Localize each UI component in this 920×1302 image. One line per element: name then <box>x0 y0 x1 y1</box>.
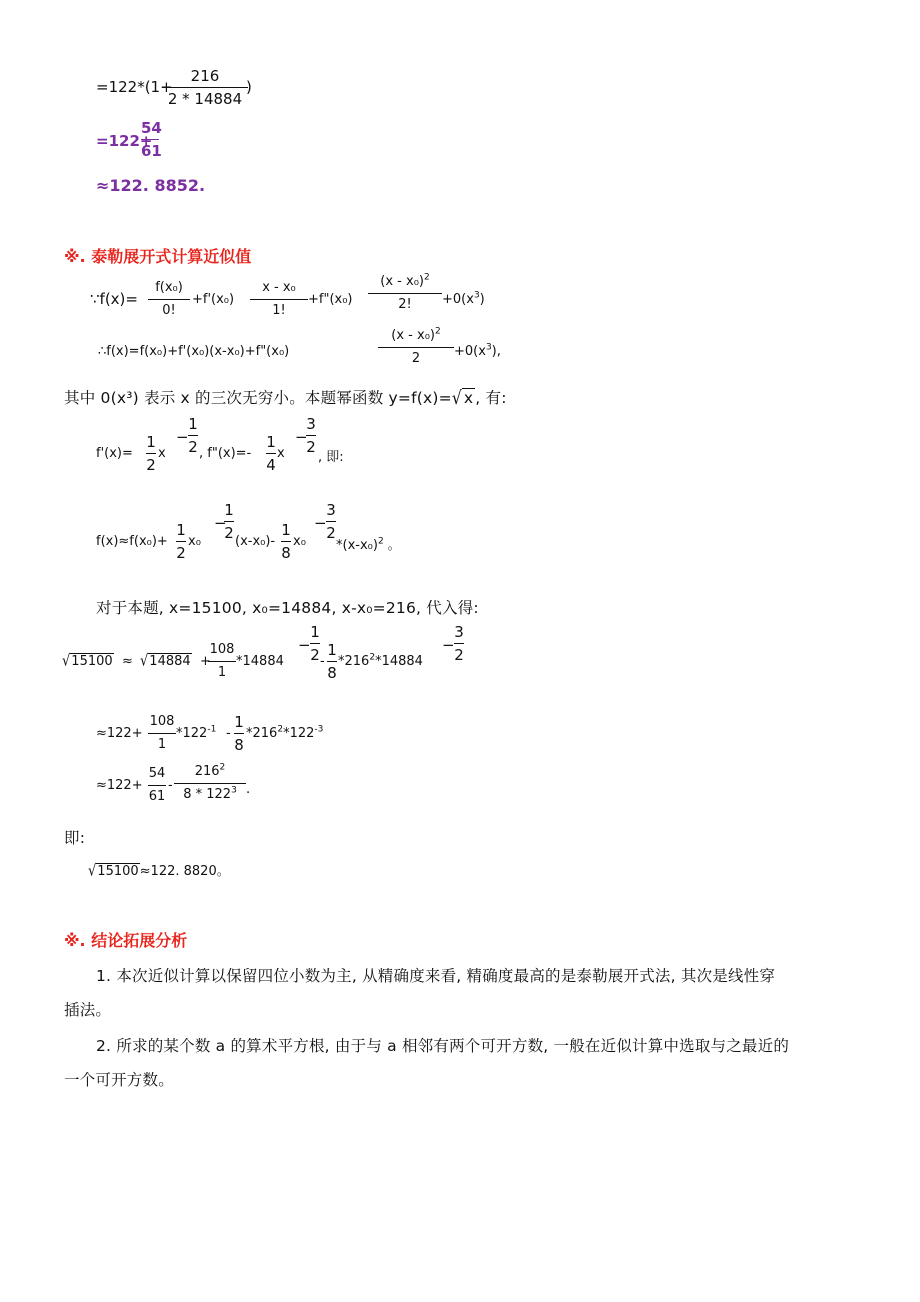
sqrt-icon: √ <box>88 862 97 881</box>
sub2-b-den: 8 <box>234 736 244 754</box>
deriv-a-base: x <box>158 446 166 461</box>
sub1-b-frac <box>327 640 337 683</box>
approx-b-exp-num: 3 <box>326 501 336 519</box>
sqrt-icon: √ <box>451 387 462 409</box>
approx-a-exp <box>224 500 234 543</box>
ji-label: 即: <box>64 829 86 847</box>
taylor-given: 对于本题, x=15100, x₀=14884, x-x₀=216, 代入得: <box>96 599 479 617</box>
sub1-b-exp-den: 2 <box>454 646 464 664</box>
sub2-a-sup: -1 <box>207 724 217 735</box>
sub2-a-num: 108 <box>149 714 175 729</box>
deriv-a-frac <box>146 432 156 475</box>
eq2-remainder: +0(x <box>454 344 486 359</box>
approx-b-exp <box>326 500 336 543</box>
sub2-prefix: ≈122+ <box>96 726 143 741</box>
eq2-remainder-end: ), <box>491 344 501 359</box>
sub2-b-num: 1 <box>234 713 244 731</box>
approx-a-frac <box>176 520 186 563</box>
eq1-frac3 <box>368 272 442 315</box>
approx-b-frac <box>281 520 291 563</box>
eq2-frac-num: (x - x₀) <box>391 328 435 343</box>
approx-end: 。 <box>387 538 401 553</box>
calc1-prefix: =122*(1+ <box>96 78 173 96</box>
sub3-b-den-sup: 3 <box>231 785 237 796</box>
sub2-b-frac <box>234 712 244 755</box>
sub3-b-frac <box>174 762 246 805</box>
sub2-a-den: 1 <box>157 737 167 752</box>
taylor-note <box>64 386 507 408</box>
approx-a-post: (x-x₀)- <box>235 534 276 549</box>
conclusion-p1-line1: 1. 本次近似计算以保留四位小数为主, 从精确度来看, 精确度最高的是泰勒展开式法, 其次是线性穿 <box>96 967 776 985</box>
eq1-frac3-sup: 2 <box>423 272 430 283</box>
deriv-prefix: f'(x)= <box>96 446 133 461</box>
sub2-b-post: *216 <box>246 726 278 741</box>
conclusion-p1-line2: 插法。 <box>64 1001 112 1019</box>
sub1-approx: ≈ <box>122 654 133 669</box>
sub3-b-den: 8 * 122 <box>183 787 232 802</box>
section-heading-taylor: ※. 泰勒展开式计算近似值 <box>64 247 252 266</box>
approx-b-base: x₀ <box>293 534 306 549</box>
eq1-frac2-num: x - x₀ <box>262 280 296 295</box>
deriv-a-exp-den: 2 <box>188 438 198 456</box>
deriv-a-num: 1 <box>146 433 156 451</box>
conclusion-p2-line1: 2. 所求的某个数 a 的算术平方根, 由于与 a 相邻有两个可开方数, 一般在近似计算中选取与之最近的 <box>96 1037 790 1055</box>
eq1-term1: +f'(x₀) <box>192 292 235 307</box>
deriv-end: , 即: <box>318 450 344 465</box>
calc1-numerator: 216 <box>190 67 220 85</box>
deriv-b-exp-num: 3 <box>306 415 316 433</box>
approx-a-exp-den: 2 <box>224 524 234 542</box>
calc2-prefix: =122+ <box>96 132 153 150</box>
eq1-remainder-end: ) <box>479 292 485 307</box>
sub2-minus: - <box>226 726 231 741</box>
deriv-a-den: 2 <box>146 456 156 474</box>
calc1-denominator: 2 * 14884 <box>167 90 243 108</box>
sub1-a-frac <box>208 640 236 683</box>
deriv-mid: , f"(x)=- <box>199 446 252 461</box>
approx-b-sup: 2 <box>377 536 384 547</box>
eq2-frac-den: 2 <box>411 351 421 366</box>
sub1-a-exp-num: 1 <box>310 623 320 641</box>
calc2-denominator: 61 <box>141 142 162 160</box>
deriv-b-exp-den: 2 <box>306 438 316 456</box>
eq1-prefix: ∵f(x)= <box>90 290 138 308</box>
sub2-a-frac <box>148 712 176 755</box>
sub3-prefix: ≈122+ <box>96 778 143 793</box>
eq1-frac1 <box>148 278 190 321</box>
eq1-term2: +f"(x₀) <box>308 292 353 307</box>
sub1-minus: - <box>320 654 325 669</box>
sub1-a-exp <box>310 622 320 665</box>
sub1-b-sup: 2 <box>369 652 376 663</box>
sqrt-icon: √ <box>140 652 149 671</box>
calc1-fraction <box>162 66 248 109</box>
sub1-b-num: 1 <box>327 641 337 659</box>
result-radicand: 15100 <box>97 864 139 879</box>
sub3-b-num: 216 <box>194 764 220 779</box>
eq2-prefix: ∴f(x)=f(x₀)+f'(x₀)(x-x₀)+f"(x₀) <box>98 344 290 359</box>
approx-b-den: 8 <box>281 544 291 562</box>
approx-a-exp-num: 1 <box>224 501 234 519</box>
sub3-minus: - <box>168 778 173 793</box>
sub1-b-post: *216 <box>338 654 370 669</box>
note-end: , 有: <box>475 389 507 407</box>
sub1-a-exp-den: 2 <box>310 646 320 664</box>
deriv-a-exp <box>188 414 198 457</box>
deriv-b-base: x <box>277 446 285 461</box>
sub1-radicand1: 15100 <box>71 654 113 669</box>
sub1-b-exp <box>454 622 464 665</box>
approx-b-exp-den: 2 <box>326 524 336 542</box>
note-radicand: x <box>463 389 474 407</box>
calc2-numerator: 54 <box>141 119 162 137</box>
result-value: ≈122. 8820。 <box>139 864 230 879</box>
eq1-frac3-den: 2! <box>398 297 412 312</box>
sub3-a-frac <box>148 764 166 807</box>
approx-a-base: x₀ <box>188 534 201 549</box>
approx-b-post: *(x-x₀) <box>336 538 378 553</box>
conclusion-p2-line2: 一个可开方数。 <box>64 1071 174 1089</box>
note-text: 其中 0(x³) 表示 x 的三次无穷小。本题幂函数 y=f(x)= <box>64 389 452 407</box>
sub3-a-num: 54 <box>148 766 166 781</box>
deriv-b-frac <box>266 432 276 475</box>
sub1-a-den: 1 <box>217 665 227 680</box>
deriv-a-exp-num: 1 <box>188 415 198 433</box>
taylor-result <box>88 860 230 879</box>
sub3-b-num-sup: 2 <box>219 762 226 773</box>
sub1-a-post: *14884 <box>236 654 284 669</box>
deriv-b-num: 1 <box>266 433 276 451</box>
eq1-frac3-num: (x - x₀) <box>380 274 424 289</box>
sub1-a-num: 108 <box>209 642 235 657</box>
approx-a-den: 2 <box>176 544 186 562</box>
eq1-remainder-sup: 3 <box>473 290 480 301</box>
eq2-remainder-sup: 3 <box>485 342 492 353</box>
approx-prefix: f(x)≈f(x₀)+ <box>96 534 168 549</box>
sub2-a-post: *122 <box>176 726 208 741</box>
sub1-b-den: 8 <box>327 664 337 682</box>
approx-b-num: 1 <box>281 521 291 539</box>
sub1-b-post2: *14884 <box>375 654 423 669</box>
calc2-fraction <box>141 118 162 161</box>
eq2-frac <box>378 326 454 369</box>
sub1-radicand2: 14884 <box>149 654 191 669</box>
sub2-b-sup2: -3 <box>314 724 324 735</box>
sub1-b-exp-num: 3 <box>454 623 464 641</box>
sub3-a-den: 61 <box>148 789 166 804</box>
eq1-frac2 <box>250 278 308 321</box>
sub2-b-sup: 2 <box>277 724 284 735</box>
calc3-result: ≈122. 8852. <box>96 176 206 195</box>
sub1-plus: + <box>200 654 211 669</box>
eq2-frac-sup: 2 <box>434 326 441 337</box>
sqrt-icon: √ <box>62 652 71 671</box>
deriv-b-den: 4 <box>266 456 276 474</box>
sub2-b-post2: *122 <box>283 726 315 741</box>
eq1-frac1-num: f(x₀) <box>155 280 183 295</box>
sub3-end: . <box>246 782 251 797</box>
section-heading-conclusion: ※. 结论拓展分析 <box>64 931 188 950</box>
calc1-suffix: ) <box>246 78 252 96</box>
approx-a-num: 1 <box>176 521 186 539</box>
eq1-frac1-den: 0! <box>162 303 176 318</box>
eq1-remainder: +0(x <box>442 292 474 307</box>
eq1-frac2-den: 1! <box>272 303 286 318</box>
deriv-b-exp <box>306 414 316 457</box>
